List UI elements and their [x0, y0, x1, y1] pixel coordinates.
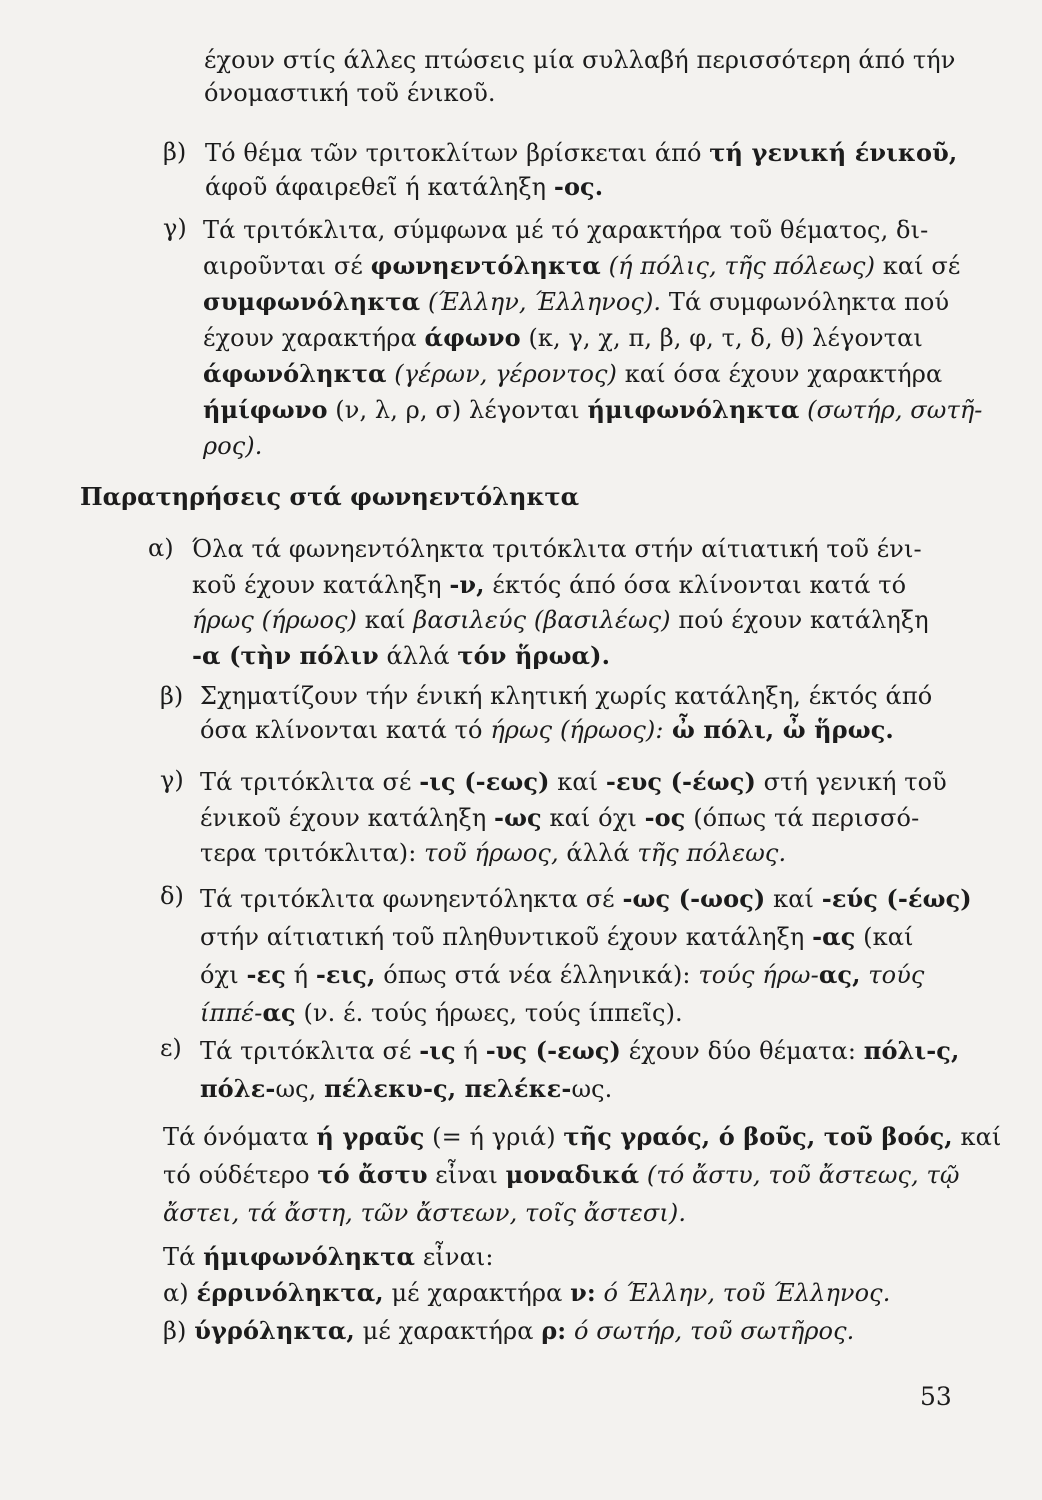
- text-line: [203, 320, 983, 356]
- obs-g-paragraph: [200, 764, 947, 871]
- text-bold: ήμιφωνόληκτα: [587, 395, 800, 424]
- text: όπως στά νέα έλληνικά):: [375, 961, 699, 989]
- text: Τά συμφωνόληκτα πού: [661, 288, 950, 316]
- text-line: [200, 713, 932, 747]
- text-line: [200, 680, 932, 713]
- text-line: [200, 764, 947, 800]
- text-bold: άφωνόληκτα: [203, 359, 387, 388]
- text-bold: -ος.: [553, 172, 604, 201]
- text-italic: (ή πόλις, τῆς πόλεως): [600, 252, 876, 280]
- text: Όλα τά φωνηεντόληκτα τριτόκλιτα στήν αίτιατική τοῦ ένι-: [192, 535, 922, 563]
- text-bold: -εις,: [315, 960, 376, 989]
- item-label: α): [163, 1279, 189, 1307]
- text-italic: ήρως (ήρωος):: [490, 716, 664, 744]
- text-line: [205, 136, 957, 170]
- text-bold: -υς (-εως): [485, 1036, 621, 1065]
- text-italic: τούς ήρω-: [698, 961, 819, 989]
- text: όσα κλίνονται κατά τό: [200, 716, 491, 744]
- text: όνομαστική τοῦ ένικοῦ.: [204, 79, 496, 107]
- text-line: [163, 1194, 1001, 1232]
- text-bold: ύγρόληκτα,: [194, 1316, 355, 1345]
- text: μέ χαρακτήρα: [354, 1317, 542, 1345]
- text-line: [163, 1240, 494, 1274]
- text: άλλά: [558, 839, 638, 867]
- text-bold: τῆς γραός, ό βοῦς, τοῦ βοός,: [563, 1122, 953, 1151]
- text-line: [192, 603, 929, 638]
- text: ή: [455, 1037, 486, 1065]
- text-bold: ας: [262, 998, 296, 1027]
- text-line: [203, 428, 983, 464]
- text: άλλά: [378, 642, 458, 670]
- obs-label-g: γ): [160, 766, 184, 794]
- text-line: [203, 248, 983, 284]
- obs-d-paragraph: [200, 880, 972, 1032]
- text-bold: άφωνο: [424, 323, 521, 352]
- text-bold: -εύς (-έως): [821, 884, 972, 913]
- text-bold: τή γενική ένικοῦ,: [709, 138, 958, 167]
- text-bold: -ως (-ωος): [622, 884, 766, 913]
- text: Τό θέμα τῶν τριτοκλίτων βρίσκεται άπό: [205, 139, 710, 167]
- text: Τά τριτόκλιτα σέ: [200, 1037, 420, 1065]
- text: άφοῦ άφαιρεθεῖ ή κατάληξη: [205, 173, 554, 201]
- text-bold: τόν ἥρωα).: [457, 641, 611, 670]
- text-bold: -ως: [494, 803, 542, 832]
- text: έχουν δύο θέματα:: [621, 1037, 864, 1065]
- text-line: [192, 532, 929, 567]
- text: Τά τριτόκλιτα σέ: [200, 768, 420, 796]
- text: καί: [357, 606, 414, 634]
- text: στή γενική τοῦ: [755, 768, 947, 796]
- text-line: [163, 1276, 890, 1310]
- text-bold: -ας: [812, 922, 856, 951]
- text: Σχηματίζουν τήν ένική κλητική χωρίς κατάληξη, έκτός άπό: [200, 682, 933, 710]
- text-line: [204, 44, 955, 77]
- obs-label-a: α): [148, 534, 174, 562]
- text: όχι: [200, 961, 247, 989]
- text: στήν αίτιατική τοῦ πληθυντικοῦ έχουν κατάληξη: [200, 923, 813, 951]
- text-italic: βασιλεύς (βασιλέως): [413, 606, 671, 634]
- text: ως,: [275, 1075, 325, 1103]
- text-line: [200, 918, 972, 956]
- text: πού έχουν κατάληξη: [670, 606, 929, 634]
- text-line: [200, 836, 947, 871]
- text-line: [205, 170, 957, 204]
- obs-b-paragraph: [200, 680, 932, 747]
- text: Τά τριτόκλιτα φωνηεντόληκτα σέ: [200, 885, 623, 913]
- text-bold: φωνηεντόληκτα: [370, 251, 601, 280]
- text-bold: -α (τὴν πόλιν: [192, 641, 379, 670]
- text-italic: ό σωτήρ, τοῦ σωτῆρος.: [566, 1317, 855, 1345]
- text-bold: -ος: [644, 803, 686, 832]
- text: κοῦ έχουν κατάληξη: [192, 571, 450, 599]
- text-bold: ν:: [570, 1278, 596, 1307]
- text-italic: (γέρων, γέροντος): [386, 360, 618, 388]
- monadika-paragraph: [163, 1118, 1001, 1232]
- text-line: [203, 392, 983, 428]
- text: (κ, γ, χ, π, β, φ, τ, δ, θ) λέγονται: [520, 324, 923, 352]
- text: έχουν στίς άλλες πτώσεις μία συλλαβή περισσότερη άπό τήν: [204, 46, 956, 74]
- obs-label-d: δ): [160, 882, 184, 910]
- text-line: [203, 356, 983, 392]
- text: έχουν χαρακτήρα: [203, 324, 425, 352]
- text-bold: -ις: [419, 1036, 456, 1065]
- hemiphono-item-a: [163, 1276, 890, 1310]
- item-label-b: β): [163, 138, 187, 166]
- text-bold: -ις (-εως): [419, 767, 550, 796]
- text: εἶναι:: [415, 1243, 494, 1271]
- text-bold: ήμιφωνόληκτα: [203, 1242, 416, 1271]
- text-line: [200, 880, 972, 918]
- text: ως.: [571, 1075, 613, 1103]
- text-line: [163, 1156, 1001, 1194]
- text-line: [192, 638, 929, 674]
- text-bold: μοναδικά: [505, 1160, 640, 1189]
- text: (καί: [855, 923, 914, 951]
- item-label: β): [163, 1317, 187, 1345]
- item-label-g: γ): [163, 214, 187, 242]
- text-line: [163, 1118, 1001, 1156]
- text-italic: (τό ἄστυ, τοῦ ἄστεως, τῷ: [639, 1161, 960, 1189]
- text: (ν. έ. τούς ήρωες, τούς ίππεῖς).: [295, 999, 683, 1027]
- text-italic: τοῦ ήρωος,: [424, 839, 559, 867]
- text-line: [200, 994, 972, 1032]
- text-italic: ήρως (ήρωος): [192, 606, 358, 634]
- hemiphono-intro: [163, 1240, 494, 1274]
- text: τό ούδέτερο: [163, 1161, 318, 1189]
- page-number: 53: [920, 1382, 952, 1411]
- text-italic: ίππέ-: [200, 999, 263, 1027]
- text-bold: -ες: [246, 960, 286, 989]
- section-heading: Παρατηρήσεις στά φωνηεντόληκτα: [80, 482, 580, 511]
- text-bold: ας,: [818, 960, 861, 989]
- hemiphono-item-b: [163, 1314, 854, 1348]
- text-bold: -ευς (-έως): [605, 767, 756, 796]
- text-line: [192, 567, 929, 603]
- text: έκτός άπό όσα κλίνονται κατά τό: [484, 571, 907, 599]
- text-italic: τούς: [860, 961, 925, 989]
- text-italic: (σωτήρ, σωτῆ-: [799, 396, 983, 424]
- text-bold: πέλεκυ-ς, πελέκε-: [324, 1074, 572, 1103]
- text: καί: [952, 1123, 1002, 1151]
- item-g-paragraph: [203, 212, 983, 464]
- text-line: [200, 1032, 959, 1070]
- text-line: [163, 1314, 854, 1348]
- text: ή: [285, 961, 316, 989]
- text-bold: τό ἄστυ: [317, 1160, 428, 1189]
- text-line: [204, 77, 955, 110]
- text: (όπως τά περισσό-: [685, 804, 920, 832]
- text-italic: (Έλλην, Έλληνος).: [420, 288, 662, 316]
- text-bold: ρ:: [541, 1316, 567, 1345]
- text-italic: ρος).: [203, 432, 263, 460]
- text: (= ή γριά): [424, 1123, 564, 1151]
- text: Τά: [163, 1243, 204, 1271]
- text-italic: ό Έλλην, τοῦ Έλληνος.: [595, 1279, 891, 1307]
- text: Τά τριτόκλιτα, σύμφωνα μέ τό χαρακτήρα τοῦ θέματος, δι-: [203, 216, 929, 244]
- text-italic: τῆς πόλεως.: [637, 839, 787, 867]
- text-bold: ήμίφωνο: [203, 395, 328, 424]
- text: καί: [765, 885, 822, 913]
- text: αιροῦνται σέ: [203, 252, 371, 280]
- obs-label-e: ε): [160, 1034, 182, 1062]
- text-bold: πόλε-: [200, 1074, 276, 1103]
- obs-label-b: β): [160, 682, 184, 710]
- text: καί σέ: [875, 252, 961, 280]
- item-b-paragraph: [205, 136, 957, 204]
- text: (ν, λ, ρ, σ) λέγονται: [327, 396, 588, 424]
- text-line: [200, 1070, 959, 1108]
- text-bold: πόλι-ς,: [863, 1036, 960, 1065]
- text: Τά όνόματα: [163, 1123, 317, 1151]
- obs-e-paragraph: [200, 1032, 959, 1108]
- text-bold: έρρινόληκτα,: [196, 1278, 384, 1307]
- text-bold: ὦ πόλι, ὦ ἥρως.: [663, 715, 894, 744]
- text-bold: συμφωνόληκτα: [203, 287, 421, 316]
- text: ένικοῦ έχουν κατάληξη: [200, 804, 495, 832]
- text-line: [200, 956, 972, 994]
- text-bold: -ν,: [449, 570, 485, 599]
- intro-paragraph: [204, 44, 955, 110]
- text-line: [200, 800, 947, 836]
- text: καί όχι: [541, 804, 645, 832]
- text: καί: [549, 768, 606, 796]
- text: τερα τριτόκλιτα):: [200, 839, 425, 867]
- obs-a-paragraph: [192, 532, 929, 674]
- text-bold: ή γραῦς: [316, 1122, 425, 1151]
- text-line: [203, 284, 983, 320]
- text-line: [203, 212, 983, 248]
- text: μέ χαρακτήρα: [383, 1279, 571, 1307]
- text-italic: ἄστει, τά ἄστη, τῶν ἄστεων, τοῖς ἄστεσι).: [163, 1199, 687, 1227]
- text: καί όσα έχουν χαρακτήρα: [617, 360, 943, 388]
- text: εἶναι: [427, 1161, 506, 1189]
